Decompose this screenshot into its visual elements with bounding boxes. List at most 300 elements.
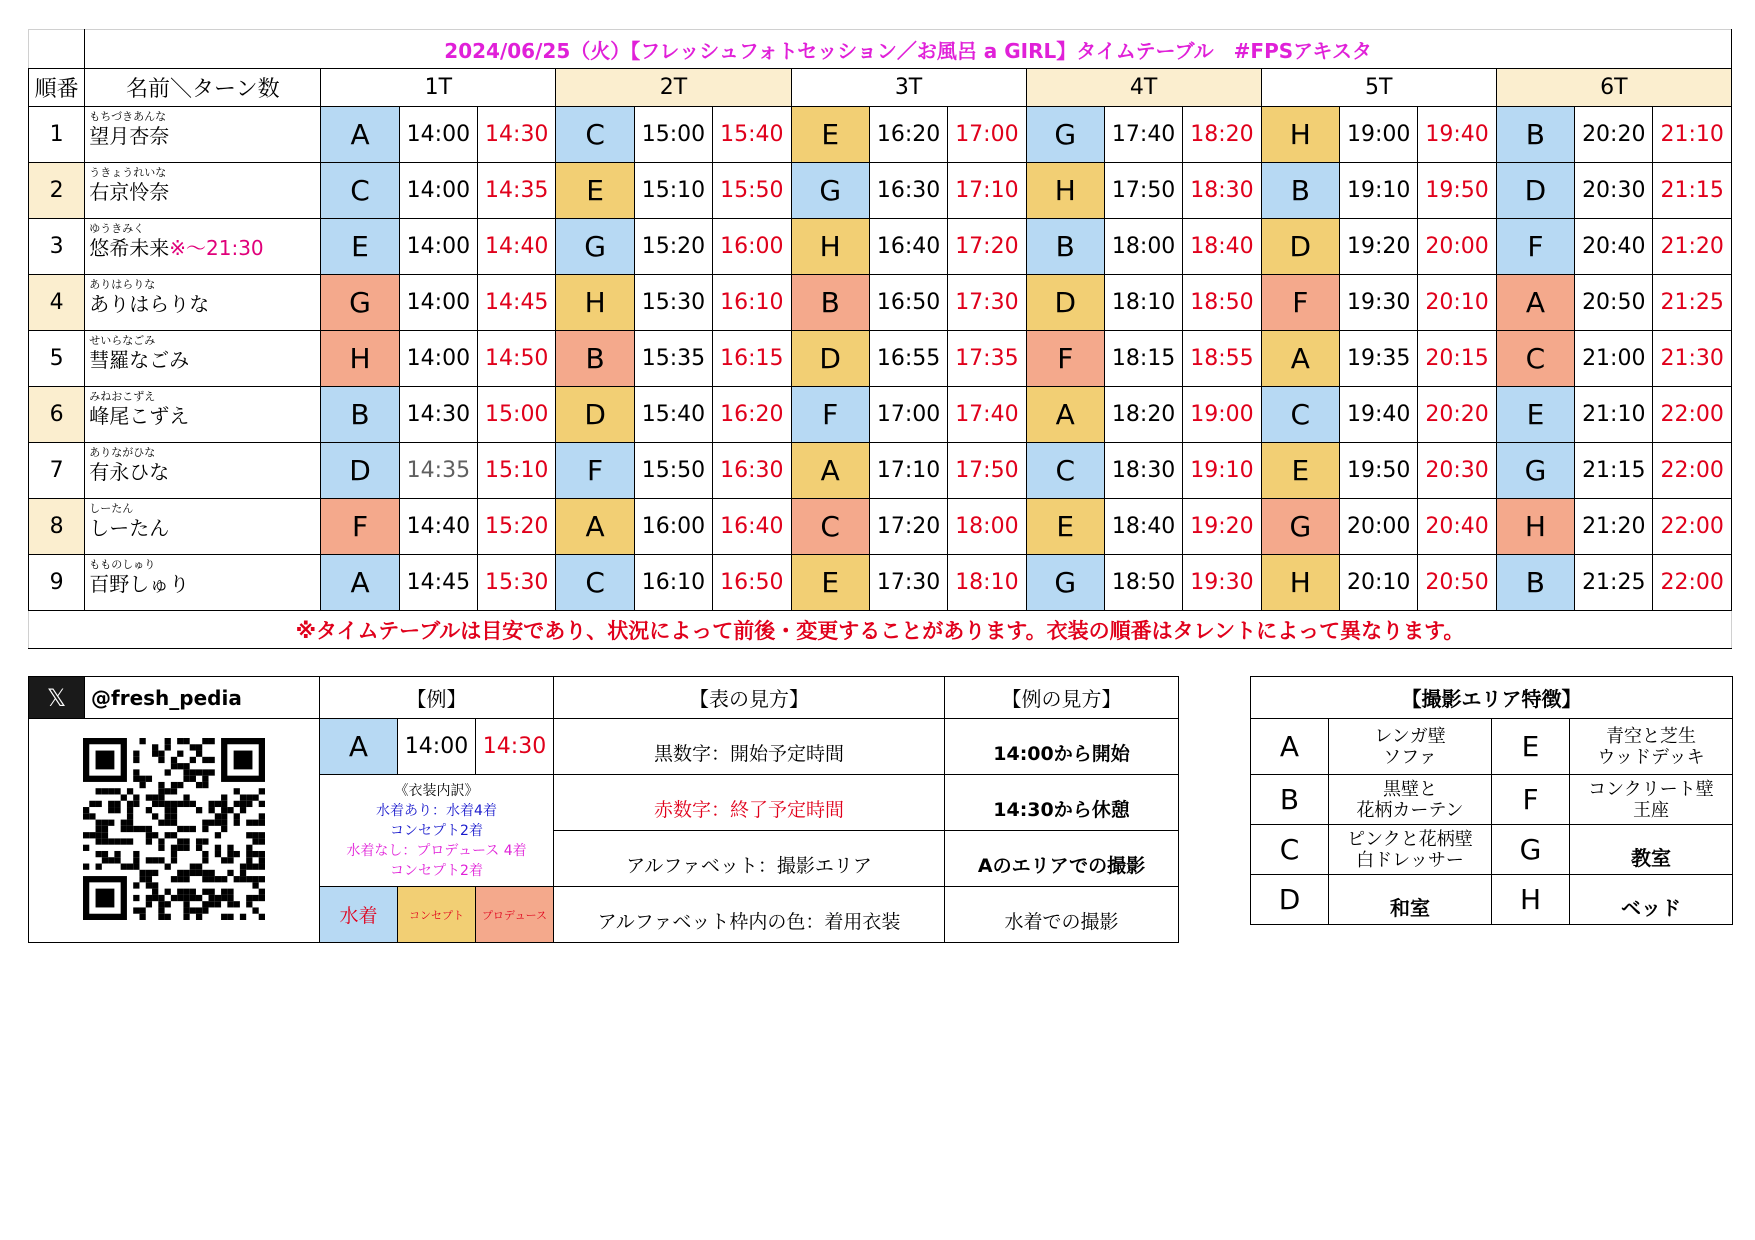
qr-module xyxy=(158,800,164,806)
talent-name: 望月杏奈 xyxy=(89,124,170,148)
qr-module xyxy=(196,750,202,756)
qr-module xyxy=(259,894,265,900)
qr-module xyxy=(108,857,114,863)
timetable xyxy=(28,29,1732,649)
qr-module xyxy=(146,825,152,831)
table-row xyxy=(29,443,1732,499)
qr-module xyxy=(209,876,215,882)
qr-module xyxy=(102,832,108,838)
qr-module xyxy=(202,756,208,762)
qr-module xyxy=(96,888,115,907)
qr-module xyxy=(190,800,196,806)
talent-name-cell xyxy=(85,555,321,611)
qr-module xyxy=(146,807,152,813)
slot-end-time: 22:00 xyxy=(1653,555,1732,611)
slot-start-time: 20:00 xyxy=(1340,499,1418,555)
slot-area: C xyxy=(791,499,869,555)
qr-module xyxy=(83,813,89,819)
area-description-line: ウッドデッキ xyxy=(1597,746,1705,768)
qr-module xyxy=(227,913,233,919)
slot-start-time: 17:50 xyxy=(1104,163,1182,219)
qr-module xyxy=(165,901,171,907)
qr-module xyxy=(252,838,258,844)
area-letter: D xyxy=(1251,875,1329,925)
qr-module xyxy=(246,876,252,882)
qr-module xyxy=(252,882,258,888)
row-number: 3 xyxy=(29,219,85,275)
table-row xyxy=(29,555,1732,611)
qr-module xyxy=(202,825,208,831)
qr-module xyxy=(133,750,139,756)
qr-module xyxy=(127,788,133,794)
slot-end-time: 17:30 xyxy=(948,275,1026,331)
talent-name-line xyxy=(89,179,320,205)
slot-start-time: 16:40 xyxy=(869,219,947,275)
slot-start-time: 18:40 xyxy=(1104,499,1182,555)
qr-module xyxy=(177,750,183,756)
turn-header-5: 5T xyxy=(1261,69,1496,107)
qr-module xyxy=(89,800,95,806)
example-area: A xyxy=(320,719,398,775)
slot-area: B xyxy=(556,331,634,387)
qr-module xyxy=(196,807,202,813)
area-description xyxy=(1570,775,1733,825)
qr-module xyxy=(190,756,196,762)
swatch-produce: プロデュース xyxy=(476,887,554,943)
slot-end-time: 14:50 xyxy=(478,331,556,387)
qr-module xyxy=(183,775,189,781)
slot-start-time: 21:15 xyxy=(1575,443,1653,499)
qr-module xyxy=(183,901,189,907)
slot-start-time: 20:30 xyxy=(1575,163,1653,219)
slot-start-time: 17:20 xyxy=(869,499,947,555)
qr-module xyxy=(202,838,208,844)
qr-module xyxy=(215,832,221,838)
qr-module xyxy=(215,800,221,806)
slot-area: B xyxy=(791,275,869,331)
slot-end-time: 15:20 xyxy=(478,499,556,555)
qr-module xyxy=(146,869,152,875)
qr-module xyxy=(96,788,102,794)
area-description-line: ベッド xyxy=(1621,896,1681,920)
qr-module xyxy=(102,788,108,794)
area-description xyxy=(1570,719,1733,775)
talent-name-cell xyxy=(85,107,321,163)
slot-area: A xyxy=(1496,275,1574,331)
slot-end-time: 15:10 xyxy=(478,443,556,499)
qr-module xyxy=(259,819,265,825)
qr-module xyxy=(259,857,265,863)
qr-module xyxy=(202,775,208,781)
slot-area: E xyxy=(556,163,634,219)
howto-start: 黒数字：開始予定時間 xyxy=(554,719,945,775)
slot-start-time: 18:15 xyxy=(1104,331,1182,387)
area-letter: F xyxy=(1492,775,1570,825)
slot-area: E xyxy=(1496,387,1574,443)
qr-module xyxy=(209,800,215,806)
slot-end-time: 20:20 xyxy=(1418,387,1496,443)
qr-module xyxy=(96,819,102,825)
slot-area: B xyxy=(1026,219,1104,275)
qr-module xyxy=(89,813,95,819)
area-letter: G xyxy=(1492,825,1570,875)
slot-area: A xyxy=(556,499,634,555)
qr-module xyxy=(259,788,265,794)
talent-name: しーたん xyxy=(89,516,170,540)
qr-module xyxy=(221,794,227,800)
qr-module xyxy=(165,769,171,775)
qr-module xyxy=(96,800,102,806)
talent-name-cell xyxy=(85,499,321,555)
row-number: 4 xyxy=(29,275,85,331)
qr-code-icon[interactable] xyxy=(83,738,265,920)
slot-end-time: 20:00 xyxy=(1418,219,1496,275)
qr-module xyxy=(183,844,189,850)
qr-module xyxy=(133,894,139,900)
slot-area: B xyxy=(321,387,399,443)
qr-module xyxy=(202,738,208,744)
slot-end-time: 17:40 xyxy=(948,387,1026,443)
slot-area: H xyxy=(556,275,634,331)
qr-module xyxy=(252,876,258,882)
slot-area: D xyxy=(1261,219,1339,275)
slot-end-time: 20:40 xyxy=(1418,499,1496,555)
slot-start-time: 21:10 xyxy=(1575,387,1653,443)
qr-module xyxy=(152,794,158,800)
qr-module xyxy=(102,819,108,825)
qr-module xyxy=(240,869,246,875)
costume-line1: 水着あり：水着4着 xyxy=(376,802,497,819)
slot-start-time: 18:10 xyxy=(1104,275,1182,331)
slot-area: D xyxy=(1026,275,1104,331)
talent-name-cell xyxy=(85,443,321,499)
qr-module xyxy=(202,907,208,913)
qr-module xyxy=(171,788,177,794)
slot-end-time: 19:10 xyxy=(1183,443,1261,499)
costume-breakdown xyxy=(320,775,554,887)
qr-module xyxy=(177,876,183,882)
table-row xyxy=(29,107,1732,163)
qr-module xyxy=(196,894,202,900)
slot-start-time: 17:40 xyxy=(1104,107,1182,163)
talent-name: 有永ひな xyxy=(89,460,170,484)
row-number: 2 xyxy=(29,163,85,219)
slot-area: F xyxy=(1026,331,1104,387)
slot-start-time: 21:00 xyxy=(1575,331,1653,387)
qr-module xyxy=(234,750,253,769)
slot-start-time: 16:30 xyxy=(869,163,947,219)
qr-module xyxy=(202,876,208,882)
example-end: 14:30 xyxy=(476,719,554,775)
qr-module xyxy=(252,832,258,838)
qr-module xyxy=(221,857,227,863)
qr-module xyxy=(139,869,145,875)
qr-module xyxy=(158,894,164,900)
qr-module xyxy=(108,838,114,844)
qr-module xyxy=(165,807,171,813)
qr-module xyxy=(215,850,221,856)
qr-module xyxy=(133,794,139,800)
slot-end-time: 16:00 xyxy=(713,219,791,275)
area-letter: B xyxy=(1251,775,1329,825)
row-number: 9 xyxy=(29,555,85,611)
qr-module xyxy=(177,781,183,787)
legend-table xyxy=(28,676,1179,943)
qr-module xyxy=(259,832,265,838)
qr-module xyxy=(96,838,102,844)
qr-module xyxy=(259,800,265,806)
qr-module xyxy=(209,894,215,900)
slot-start-time: 19:35 xyxy=(1340,331,1418,387)
table-row xyxy=(29,499,1732,555)
talent-name-line xyxy=(89,459,320,485)
slot-area: H xyxy=(1261,107,1339,163)
row-number: 1 xyxy=(29,107,85,163)
qr-module xyxy=(190,869,196,875)
qr-module xyxy=(177,800,183,806)
slot-area: F xyxy=(1261,275,1339,331)
slot-start-time: 20:10 xyxy=(1340,555,1418,611)
qr-module xyxy=(246,894,252,900)
qr-module xyxy=(158,750,164,756)
qr-module xyxy=(221,888,227,894)
slot-start-time: 16:00 xyxy=(634,499,712,555)
qr-module xyxy=(202,888,208,894)
slot-start-time: 17:00 xyxy=(869,387,947,443)
qr-module xyxy=(171,832,177,838)
qr-module xyxy=(146,876,152,882)
qr-module xyxy=(183,894,189,900)
talent-kana: せいらなごみ xyxy=(89,334,156,347)
qr-module xyxy=(227,844,233,850)
costume-title: 《衣装内訳》 xyxy=(394,782,479,799)
qr-module xyxy=(127,819,133,825)
slot-start-time: 18:50 xyxy=(1104,555,1182,611)
table-row xyxy=(29,219,1732,275)
qr-module xyxy=(215,901,221,907)
qr-module xyxy=(240,913,246,919)
qr-module xyxy=(259,913,265,919)
qr-module xyxy=(183,825,189,831)
qr-module xyxy=(183,913,189,919)
qr-module xyxy=(209,807,215,813)
qr-module xyxy=(102,857,108,863)
slot-area: A xyxy=(791,443,869,499)
qr-module xyxy=(234,850,240,856)
qr-module xyxy=(246,794,252,800)
qr-module xyxy=(165,913,171,919)
qr-module xyxy=(158,844,164,850)
qr-module xyxy=(146,882,152,888)
qr-module xyxy=(252,794,258,800)
area-description-line: 教室 xyxy=(1631,846,1671,870)
explain-end: 14:30から休憩 xyxy=(945,775,1179,831)
qr-module xyxy=(139,781,145,787)
qr-module xyxy=(190,863,196,869)
slot-area: E xyxy=(1261,443,1339,499)
area-description-line: ピンクと花柄壁 xyxy=(1347,828,1473,850)
turn-header-6: 6T xyxy=(1496,69,1731,107)
qr-module xyxy=(158,794,164,800)
area-features-table xyxy=(1250,676,1733,925)
talent-kana: もちづきあんな xyxy=(89,110,167,123)
qr-module xyxy=(177,738,183,744)
slot-area: A xyxy=(1026,387,1104,443)
slot-end-time: 17:00 xyxy=(948,107,1026,163)
qr-module xyxy=(234,813,240,819)
slot-start-time: 15:40 xyxy=(634,387,712,443)
slot-end-time: 14:30 xyxy=(478,107,556,163)
slot-area: C xyxy=(1496,331,1574,387)
x-handle[interactable]: @fresh_pedia xyxy=(85,677,320,719)
slot-end-time: 18:20 xyxy=(1183,107,1261,163)
slot-area: H xyxy=(1261,555,1339,611)
slot-end-time: 21:15 xyxy=(1653,163,1732,219)
qr-module xyxy=(121,794,127,800)
qr-module xyxy=(102,825,108,831)
slot-area: C xyxy=(1026,443,1104,499)
qr-module xyxy=(158,857,164,863)
slot-start-time: 18:30 xyxy=(1104,443,1182,499)
qr-module xyxy=(108,807,114,813)
qr-module xyxy=(183,763,189,769)
slot-start-time: 14:00 xyxy=(399,275,477,331)
qr-module xyxy=(146,794,152,800)
qr-module xyxy=(127,838,133,844)
slot-start-time: 14:45 xyxy=(399,555,477,611)
qr-module xyxy=(127,863,133,869)
qr-module xyxy=(252,894,258,900)
qr-module xyxy=(152,750,158,756)
qr-module xyxy=(96,825,102,831)
howto-color: アルファベット枠内の色：着用衣装 xyxy=(554,887,945,943)
qr-module xyxy=(171,819,177,825)
slot-start-time: 14:30 xyxy=(399,387,477,443)
slot-end-time: 21:10 xyxy=(1653,107,1732,163)
qr-module xyxy=(133,800,139,806)
slot-start-time: 19:40 xyxy=(1340,387,1418,443)
slot-end-time: 18:50 xyxy=(1183,275,1261,331)
slot-end-time: 18:55 xyxy=(1183,331,1261,387)
qr-module xyxy=(202,857,208,863)
talent-name-cell xyxy=(85,275,321,331)
talent-name-cell xyxy=(85,219,321,275)
talent-name-line xyxy=(89,291,320,317)
slot-area: E xyxy=(1026,499,1104,555)
slot-start-time: 15:50 xyxy=(634,443,712,499)
qr-module xyxy=(246,863,252,869)
qr-module xyxy=(227,894,233,900)
qr-module xyxy=(83,844,89,850)
qr-module xyxy=(202,850,208,856)
qr-module xyxy=(246,819,252,825)
slot-end-time: 16:40 xyxy=(713,499,791,555)
qr-module xyxy=(96,750,115,769)
qr-module xyxy=(108,800,114,806)
qr-module xyxy=(209,901,215,907)
qr-module xyxy=(259,863,265,869)
slot-start-time: 15:00 xyxy=(634,107,712,163)
qr-module xyxy=(177,888,183,894)
qr-module xyxy=(209,869,215,875)
table-row xyxy=(29,331,1732,387)
qr-module xyxy=(227,888,233,894)
talent-name-cell xyxy=(85,163,321,219)
slot-start-time: 20:40 xyxy=(1575,219,1653,275)
slot-end-time: 17:20 xyxy=(948,219,1026,275)
qr-module xyxy=(139,913,145,919)
qr-module xyxy=(139,775,145,781)
slot-end-time: 21:25 xyxy=(1653,275,1732,331)
qr-module xyxy=(252,850,258,856)
slot-end-time: 19:00 xyxy=(1183,387,1261,443)
qr-module xyxy=(158,819,164,825)
qr-module xyxy=(108,819,114,825)
explain-area: Aのエリアでの撮影 xyxy=(945,831,1179,887)
qr-module xyxy=(183,769,189,775)
qr-module xyxy=(133,775,139,781)
qr-module xyxy=(177,763,183,769)
slot-end-time: 20:15 xyxy=(1418,331,1496,387)
slot-start-time: 15:30 xyxy=(634,275,712,331)
slot-end-time: 18:30 xyxy=(1183,163,1261,219)
qr-module xyxy=(146,901,152,907)
qr-module xyxy=(171,813,177,819)
slot-end-time: 18:40 xyxy=(1183,219,1261,275)
qr-module xyxy=(183,800,189,806)
area-description-line: 黒壁と xyxy=(1383,778,1437,800)
qr-module xyxy=(102,850,108,856)
area-description-line: コンクリート壁 xyxy=(1588,778,1714,800)
slot-end-time: 16:30 xyxy=(713,443,791,499)
qr-module xyxy=(246,850,252,856)
qr-module xyxy=(96,863,102,869)
qr-module xyxy=(196,781,202,787)
qr-module xyxy=(171,894,177,900)
qr-module xyxy=(158,756,164,762)
slot-end-time: 16:10 xyxy=(713,275,791,331)
qr-module xyxy=(190,825,196,831)
talent-name: 百野しゅり xyxy=(89,572,190,596)
slot-start-time: 18:00 xyxy=(1104,219,1182,275)
area-description-line: 白ドレッサー xyxy=(1356,849,1464,871)
area-description xyxy=(1329,825,1492,875)
costume-line3: 水着なし：プロデュース 4着 xyxy=(346,842,527,859)
slot-end-time: 18:00 xyxy=(948,499,1026,555)
qr-module xyxy=(209,756,215,762)
example-explain-head: 【例の見方】 xyxy=(945,677,1179,719)
talent-name-line xyxy=(89,571,320,597)
slot-end-time: 20:10 xyxy=(1418,275,1496,331)
table-row xyxy=(29,163,1732,219)
slot-area: A xyxy=(321,107,399,163)
slot-area: D xyxy=(791,331,869,387)
talent-kana: しーたん xyxy=(89,502,134,515)
talent-name-line xyxy=(89,123,320,149)
qr-module xyxy=(234,901,240,907)
slot-end-time: 17:10 xyxy=(948,163,1026,219)
slot-area: B xyxy=(1496,107,1574,163)
qr-module xyxy=(133,756,139,762)
qr-module xyxy=(177,869,183,875)
qr-module xyxy=(158,901,164,907)
swatch-concept: コンセプト xyxy=(398,887,476,943)
qr-module xyxy=(240,807,246,813)
slot-start-time: 21:20 xyxy=(1575,499,1653,555)
qr-module xyxy=(152,813,158,819)
slot-area: C xyxy=(556,107,634,163)
slot-start-time: 16:55 xyxy=(869,331,947,387)
